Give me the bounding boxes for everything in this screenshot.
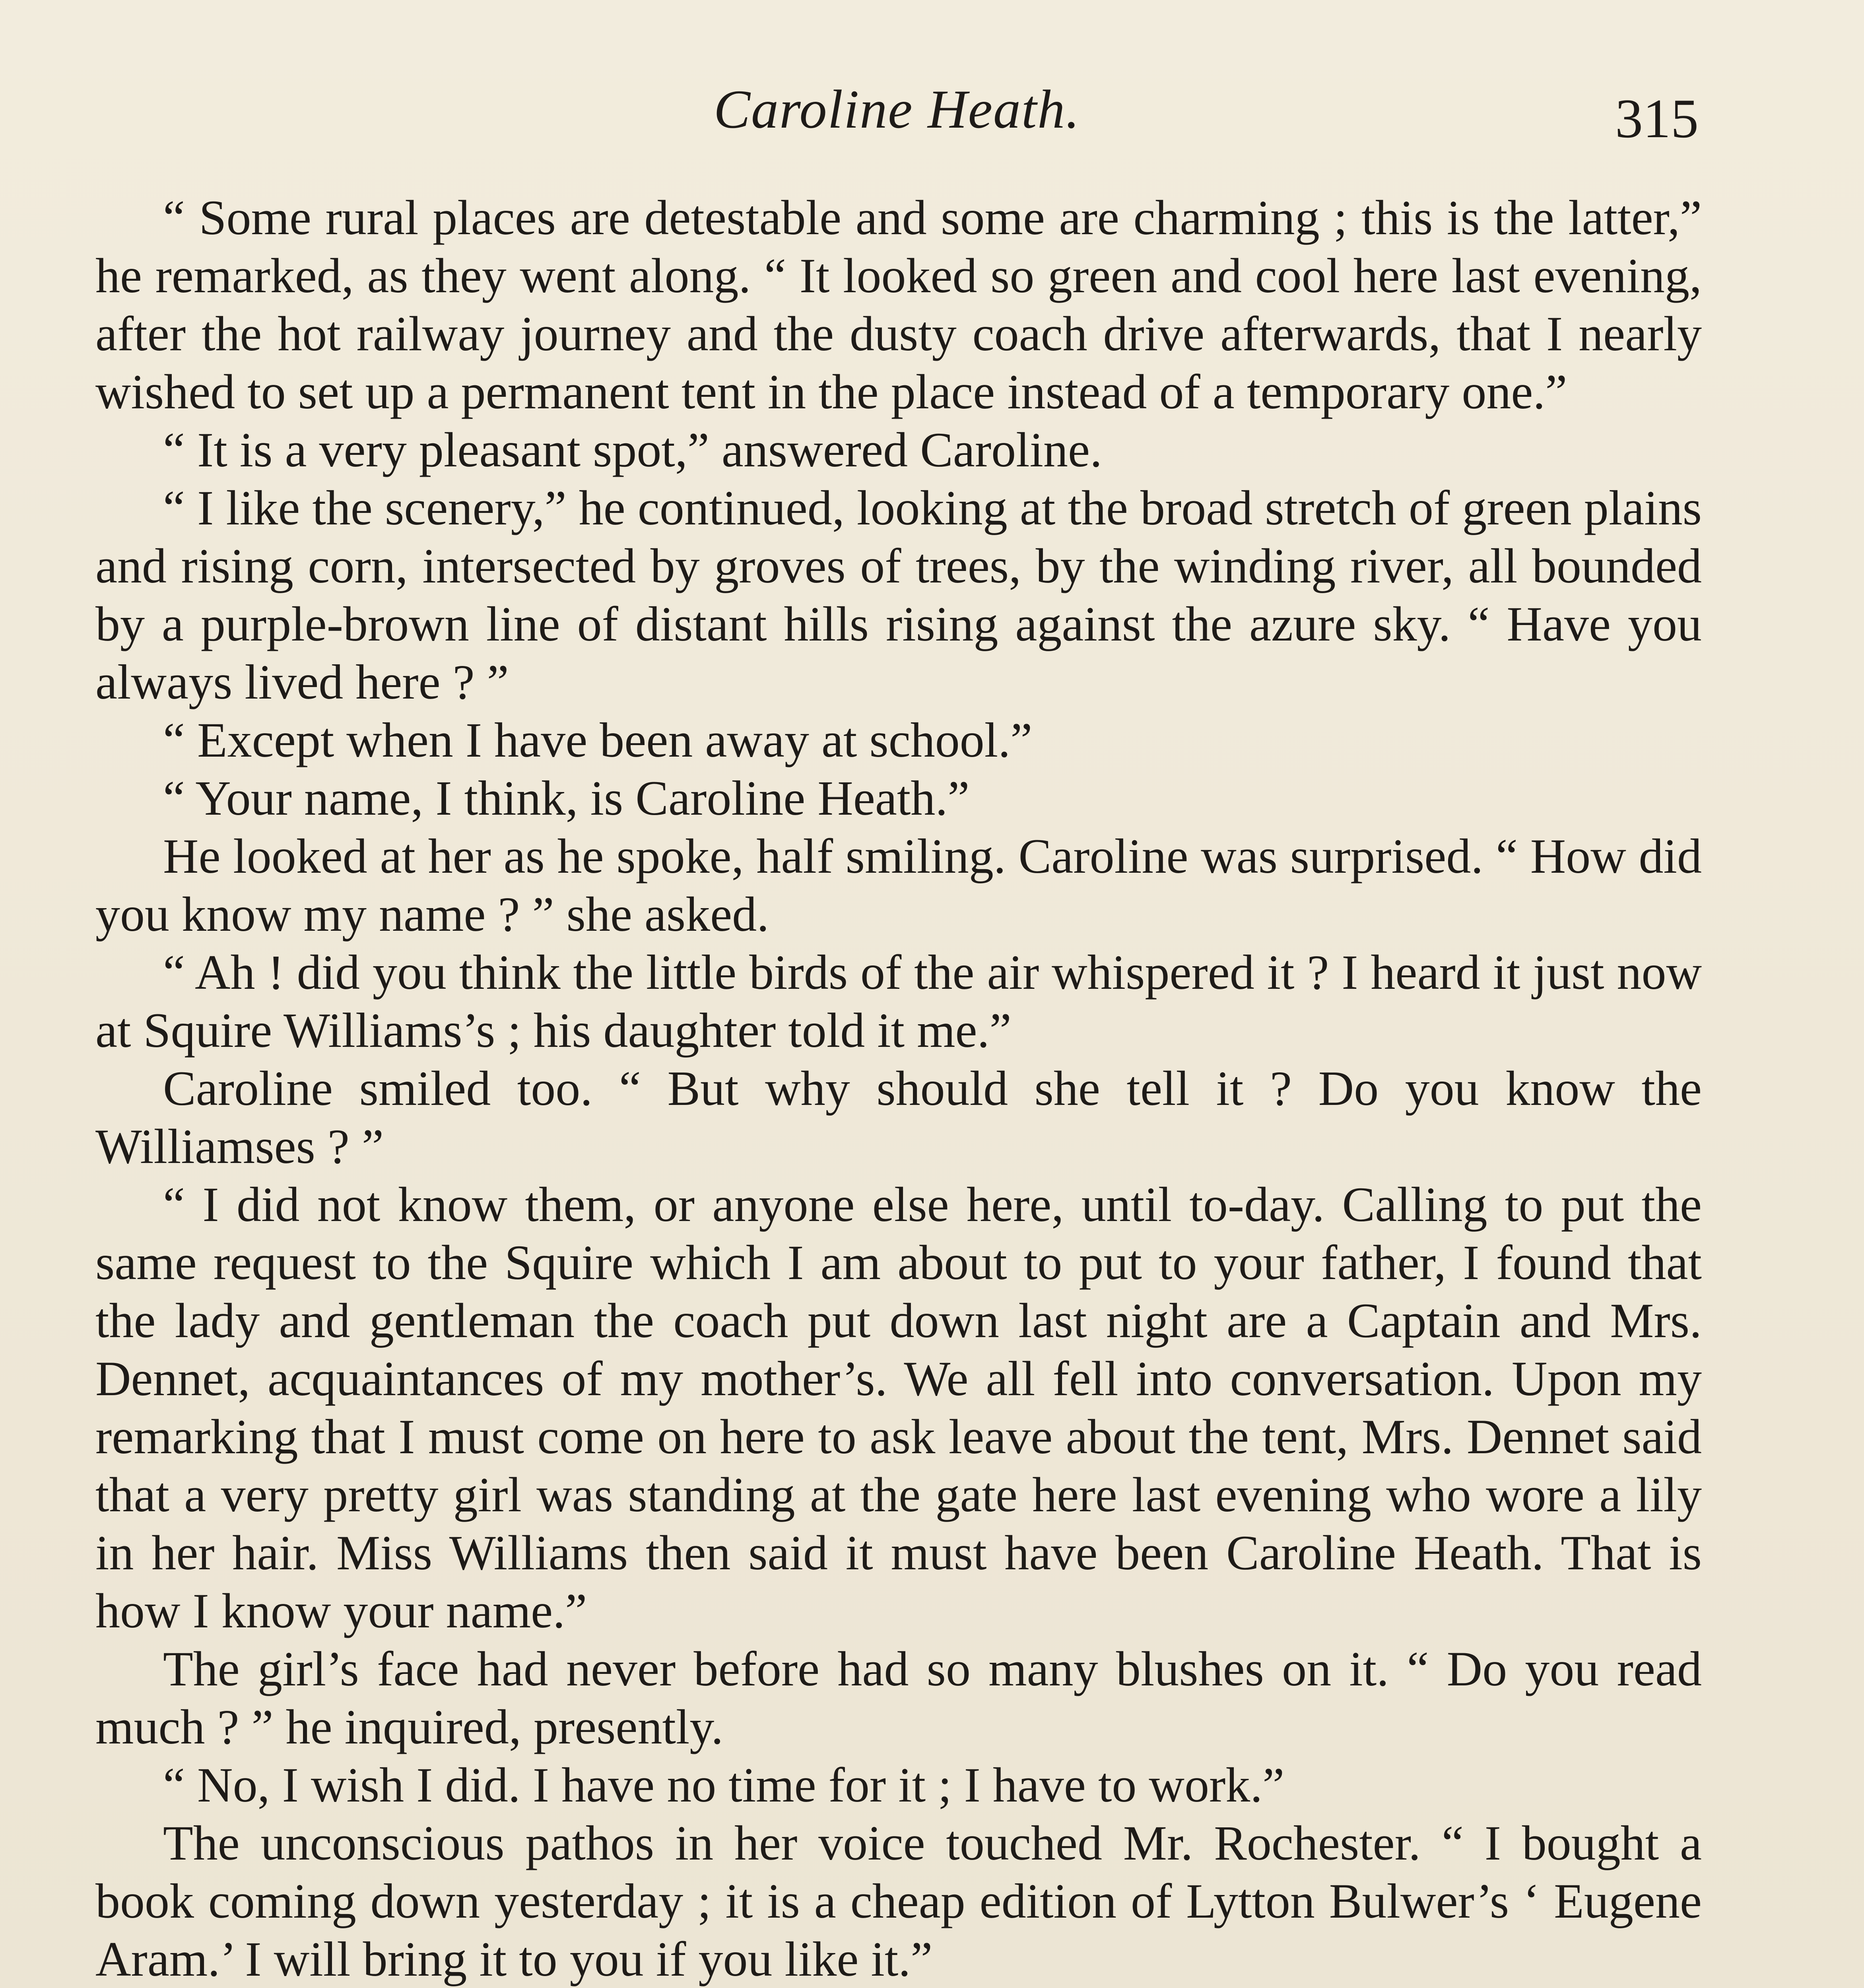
running-title: Caroline Heath. [714, 79, 1080, 140]
paragraph: “ I like the scenery,” he continued, looking at the broad stretch of green plains and rising corn, intersected by groves of trees, by the winding river, all bounded by a purple-brown line of distant hills rising against the azure sky. “ Have you always lived here ? ” [95, 481, 1702, 709]
paragraph: “ Some rural places are detestable and some are charming ; this is the latter,” he remarked, as they went along. “ It looked so green and cool here last evening, after the hot railway journey and the dusty coach drive afterwards, that I nearly wished to set up a permanent tent in the place instead of a temporary one.” [95, 190, 1702, 419]
paragraph: “ Ah ! did you think the little birds of the air whispered it ? I heard it just now at Squire Williams’s ; his daughter told it me.” [95, 945, 1702, 1058]
paragraph: He looked at her as he spoke, half smiling. Caroline was surprised. “ How did you know my name ? ” she asked. [95, 829, 1702, 942]
paragraph: Caroline smiled too. “ But why should she tell it ? Do you know the Williamses ? ” [95, 1061, 1702, 1174]
paragraph: The girl’s face had never before had so many blushes on it. “ Do you read much ? ” he inquired, presently. [95, 1642, 1702, 1754]
page-number: 315 [1615, 88, 1699, 149]
paragraph: “ I did not know them, or anyone else here, until to-day. Calling to put the same request to the Squire which I am about to put to your father, I found that the lady and gentleman the coach put down last night are a Captain and Mrs. Dennet, acquaintances of my mother’s. We all fell into conversation. Upon my remarking that I must come on here to ask leave about the tent, Mrs. Dennet said that a very pretty girl was standing at the gate here last evening who wore a lily in her hair. Miss Williams then said it must have been Caroline Heath. That is how I know your name.” [95, 1177, 1702, 1638]
paragraph: “ Your name, I think, is Caroline Heath.” [163, 771, 970, 825]
body-text [95, 189, 1702, 1988]
paragraph: “ No, I wish I did. I have no time for it ; I have to work.” [163, 1758, 1285, 1812]
paragraph: The unconscious pathos in her voice touched Mr. Rochester. “ I bought a book coming down yesterday ; it is a cheap edition of Lytton Bulwer’s ‘ Eugene Aram.’ I will bring it to you if you like it.” [95, 1816, 1702, 1986]
paragraph: “ It is a very pleasant spot,” answered Caroline. [163, 423, 1103, 477]
paragraph: “ Except when I have been away at school.” [163, 713, 1033, 767]
